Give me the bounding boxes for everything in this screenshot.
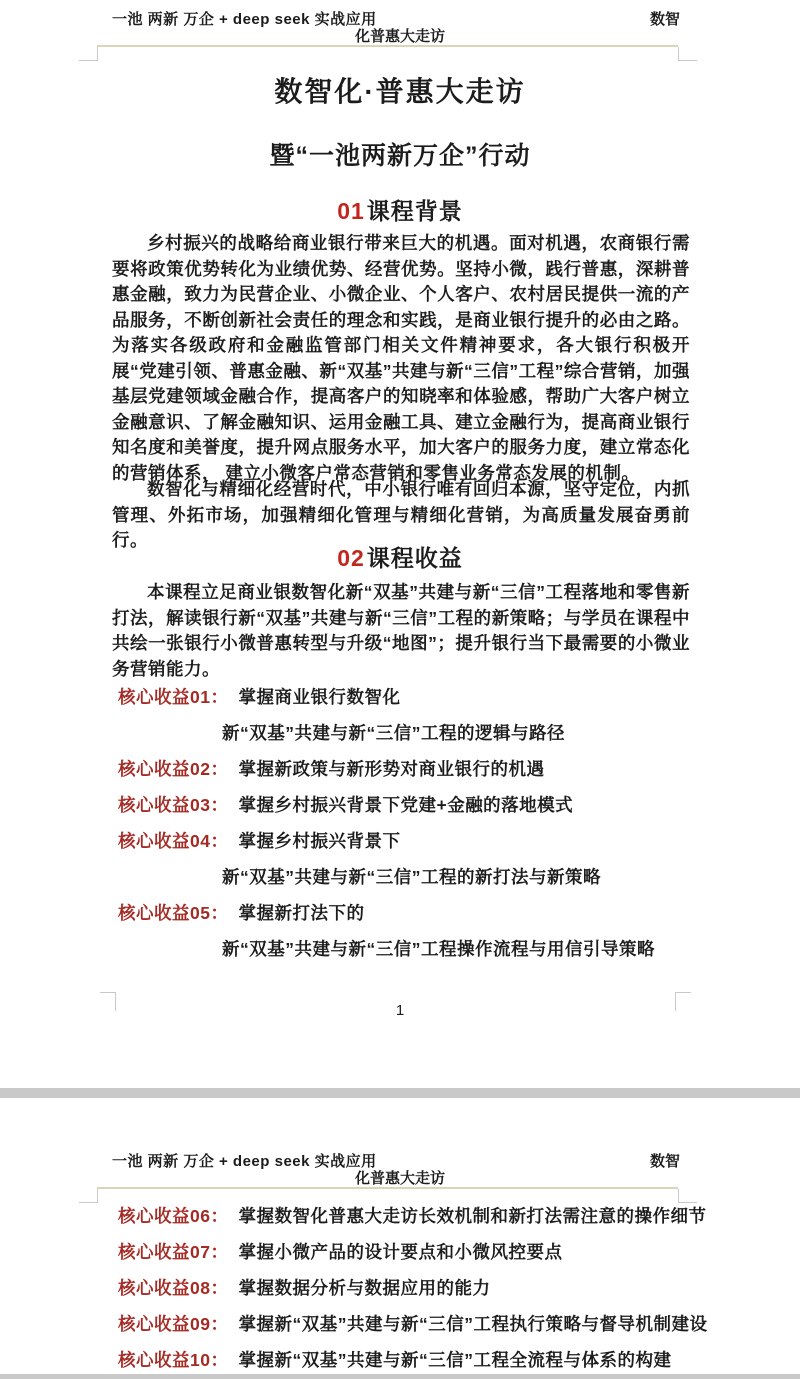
header-right-text: 数智	[649, 1153, 680, 1170]
benefit-item	[118, 684, 768, 746]
margin-crop-mark-left	[79, 1189, 98, 1203]
section-number: 02	[337, 545, 365, 571]
benefit-label: 核心收益05：	[118, 903, 229, 923]
benefit-label: 核心收益02：	[118, 759, 229, 779]
document-page-2	[0, 1098, 800, 1374]
page-header	[0, 8, 800, 68]
benefits-list-page-1	[118, 684, 768, 972]
page-header	[0, 1150, 800, 1210]
header-wrap-text: 化普惠大走访	[354, 28, 445, 45]
section-title: 课程收益	[366, 545, 463, 571]
benefit-item	[118, 1239, 768, 1265]
section-heading-course-benefits	[0, 540, 800, 573]
benefit-label: 核心收益10：	[118, 1350, 229, 1370]
benefit-label: 核心收益04：	[118, 831, 229, 851]
margin-crop-mark-right	[678, 1189, 697, 1203]
page-number: 1	[395, 1002, 405, 1019]
benefit-text: 掌握数智化普惠大走访长效机制和新打法需注意的操作细节	[238, 1206, 707, 1226]
header-wrap-text: 化普惠大走访	[354, 1170, 445, 1187]
section-title: 课程背景	[366, 198, 463, 224]
benefit-item	[118, 1275, 768, 1301]
benefit-text: 掌握新“双基”共建与新“三信”工程执行策略与督导机制建设	[238, 1314, 708, 1334]
benefit-text-continuation: 新“双基”共建与新“三信”工程的新打法与新策略	[222, 867, 601, 887]
margin-crop-mark-left	[79, 47, 98, 61]
header-left-text: 一池 两新 万企 + deep seek 实战应用	[112, 11, 377, 28]
benefit-item	[118, 1311, 768, 1337]
header-rule	[97, 1187, 678, 1189]
benefits-list-page-2	[118, 1203, 768, 1374]
page-separator-bottom	[0, 1374, 800, 1379]
benefit-item	[118, 828, 768, 890]
benefit-text: 掌握乡村振兴背景下党建+金融的落地模式	[238, 795, 574, 815]
benefit-text: 掌握新打法下的	[238, 903, 365, 923]
benefit-text-continuation: 新“双基”共建与新“三信”工程操作流程与用信引导策略	[222, 939, 655, 959]
page-separator	[0, 1088, 800, 1098]
body-paragraph: 数智化与精细化经营时代，中小银行唯有回归本源，坚守定位，内抓管理、外拓市场，加强精细化管理与精细化营销，为高质量发展奋勇前行。	[112, 479, 690, 550]
benefit-text-continuation: 新“双基”共建与新“三信”工程的逻辑与路径	[222, 723, 565, 743]
benefit-item	[118, 756, 768, 782]
benefit-label: 核心收益01：	[118, 687, 229, 707]
benefit-text: 掌握商业银行数智化	[238, 687, 401, 707]
benefit-label: 核心收益07：	[118, 1242, 229, 1262]
benefit-text: 掌握乡村振兴背景下	[238, 831, 401, 851]
document-subtitle: 暨“一池两新万企”行动	[269, 142, 531, 170]
benefit-label: 核心收益08：	[118, 1278, 229, 1298]
benefit-label: 核心收益06：	[118, 1206, 229, 1226]
benefit-label: 核心收益09：	[118, 1314, 229, 1334]
benefit-item	[118, 1347, 768, 1373]
section-heading-course-background	[0, 193, 800, 226]
benefit-item	[118, 900, 768, 962]
benefit-label: 核心收益03：	[118, 795, 229, 815]
body-paragraph: 乡村振兴的战略给商业银行带来巨大的机遇。面对机遇，农商银行需要将政策优势转化为业绩优势、经营优势。坚持小微，践行普惠，深耕普惠金融，致力为民营企业、小微企业、个人客户、农村居民提供一流的产品服务，不断创新社会责任的理念和实践，是商业银行提升的必由之路。为落实各级政府和金融监管部门相关文件精神要求，各大银行积极开展“党建引领、普惠金融、新“双基”共建与新“三信”工程”综合营销，加强基层党建领域金融合作，提高客户的知晓率和体验感，帮助广大客户树立金融意识、了解金融知识、运用金融工具、建立金融行为，提高商业银行知名度和美誉度，提升网点服务水平，加大客户的服务力度，建立常态化的营销体系， 建立小微客户常态营销和零售业务常态发展的机制。	[112, 233, 690, 483]
benefit-item	[118, 1203, 768, 1229]
benefit-text: 掌握数据分析与数据应用的能力	[238, 1278, 491, 1298]
header-rule	[97, 45, 678, 47]
benefit-text: 掌握新“双基”共建与新“三信”工程全流程与体系的构建	[238, 1350, 672, 1370]
benefit-item	[118, 792, 768, 818]
body-paragraph: 本课程立足商业银数智化新“双基”共建与新“三信”工程落地和零售新打法，解读银行新“双基”共建与新“三信”工程的新策略；与学员在课程中共绘一张银行小微普惠转型与升级“地图”；提升银行当下最需要的小微业务营销能力。	[112, 582, 690, 679]
section-number: 01	[337, 198, 365, 224]
header-right-text: 数智	[649, 11, 680, 28]
benefit-text: 掌握小微产品的设计要点和小微风控要点	[238, 1242, 563, 1262]
header-left-text: 一池 两新 万企 + deep seek 实战应用	[112, 1153, 377, 1170]
margin-crop-mark-right	[678, 47, 697, 61]
benefit-text: 掌握新政策与新形势对商业银行的机遇	[238, 759, 545, 779]
document-title: 数智化·普惠大走访	[274, 76, 526, 107]
